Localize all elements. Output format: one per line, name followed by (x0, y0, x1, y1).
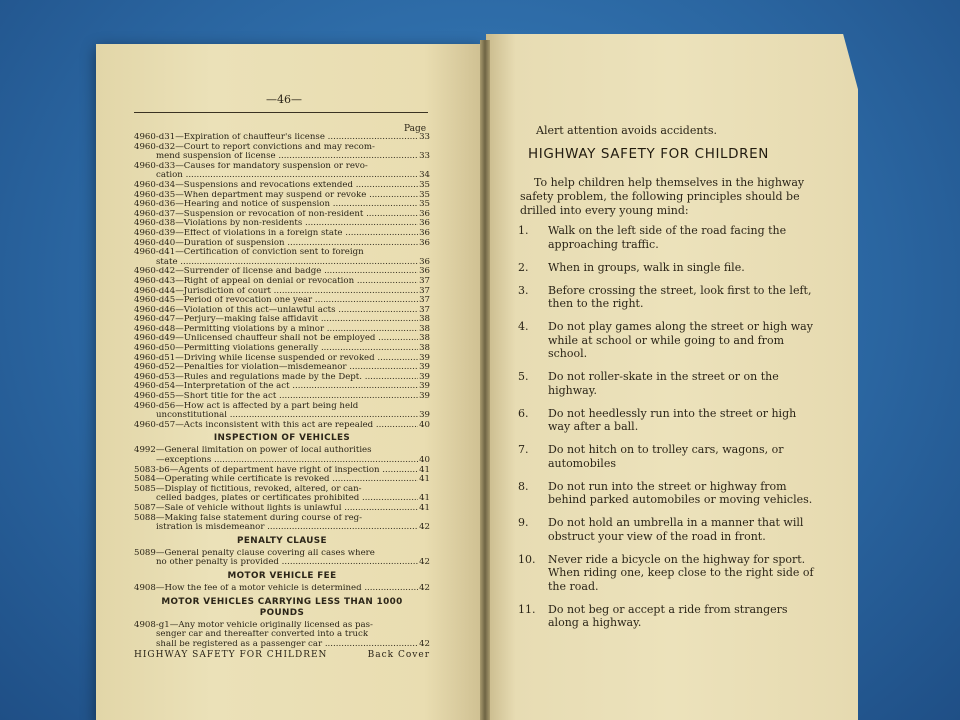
toc-entry (134, 200, 430, 210)
toc-entry-title: senger car and thereafter converted into a truck (156, 630, 369, 640)
toc-entry-title: 4960-d52—Penalties for violation—misdemeanor ..... (134, 363, 418, 373)
list-item-number: 9. (518, 516, 529, 529)
toc-entry-title: 4960-d48—Permitting violations by a minor ..... (134, 325, 418, 335)
toc-entry-page: 39 (419, 363, 430, 373)
toc-entry-title: 4960-d38—Violations by non-residents ..... (134, 219, 418, 229)
toc-back-cover-row (134, 650, 430, 660)
toc-entry-title: 4960-d35—When department may suspend or revoke ..... (134, 191, 418, 201)
toc-entry-page: 40 (419, 456, 430, 465)
toc-entry-title: 4960-d45—Period of revocation one year ..... (134, 296, 418, 306)
toc-entry-page: 36 (419, 228, 430, 238)
toc-entry (134, 334, 430, 344)
toc-entry (134, 466, 430, 476)
toc-entry-page: 42 (419, 558, 430, 568)
list-item (518, 553, 818, 594)
toc-entry (134, 475, 430, 485)
list-item-text: Do not beg or accept a ride from strangers along a highway. (548, 602, 788, 629)
toc-entry (134, 258, 430, 268)
toc-entry-page: 42 (419, 523, 430, 533)
toc-entry-page: 39 (419, 392, 430, 402)
toc-entry (134, 162, 430, 172)
list-item-number: 8. (518, 479, 529, 493)
toc-entry-title: 4960-d56—How act is affected by a part being held (134, 401, 359, 411)
toc-entry (134, 363, 430, 373)
toc-entry (134, 229, 430, 239)
toc-entry-page: 37 (419, 296, 430, 306)
toc-entry-page: 35 (419, 190, 430, 200)
toc-entry (134, 267, 430, 277)
toc-entry (134, 421, 430, 431)
toc-entry-page: 39 (419, 382, 430, 392)
header-rule (134, 112, 428, 113)
toc-entry (134, 446, 430, 456)
toc-entry-page: 41 (419, 475, 430, 485)
toc-entry-title: 4908-g1—Any motor vehicle originally licensed as pas- (134, 620, 373, 630)
toc-entry (134, 143, 430, 153)
toc-entry-page: 37 (419, 276, 430, 286)
toc-entry (134, 296, 430, 306)
toc-entry-title: 4960-d31—Expiration of chauffeur's license ..... (134, 133, 418, 143)
toc-entry-page: 35 (419, 180, 430, 190)
toc-entry (134, 549, 430, 559)
toc-entry-page: 37 (419, 286, 430, 296)
toc-entry-title: unconstitutional ..... (156, 411, 418, 421)
toc-entry-page: 41 (419, 503, 430, 513)
toc-entry-page: 38 (419, 334, 430, 344)
toc-entry (134, 402, 430, 412)
toc-entry-page: 39 (419, 411, 430, 421)
back-cover-page: Back Cover (367, 650, 430, 661)
toc-entry (134, 171, 430, 181)
toc-entry (134, 621, 430, 631)
toc-entry (134, 494, 430, 504)
toc-entry-title: 4960-d53—Rules and regulations made by the Dept. ..... (134, 373, 418, 383)
toc-entry (134, 181, 430, 191)
toc-entry (134, 523, 430, 533)
toc-group-a (134, 133, 430, 430)
toc-entry-title: 4960-d43—Right of appeal on denial or revocation ..... (134, 277, 418, 287)
list-item-number: 3. (518, 283, 529, 297)
toc-entry-title: 4960-d34—Suspensions and revocations extended ..... (134, 181, 418, 191)
toc-entry (134, 630, 430, 640)
toc-entry (134, 504, 430, 514)
toc-entry-title: 4960-d54—Interpretation of the act ..... (134, 382, 418, 392)
list-item-number: 11. (518, 602, 536, 616)
page-number: —46— (266, 93, 302, 106)
list-item (518, 224, 818, 251)
list-item-number: 1. (518, 224, 529, 237)
toc-entry-page: 36 (419, 257, 430, 267)
table-of-contents (134, 133, 430, 660)
toc-entry-title: state ..... (156, 258, 418, 268)
toc-entry-title: celled badges, plates or certificates prohibited ..... (156, 494, 418, 504)
toc-entry (134, 210, 430, 220)
section-heading-carrying-2: POUNDS (259, 607, 305, 618)
toc-entry (134, 354, 430, 364)
toc-entry (134, 239, 430, 249)
toc-entry-title: 5088—Making false statement during course of reg- (134, 513, 363, 523)
toc-entry-page: 42 (419, 639, 430, 649)
list-item-number: 6. (518, 406, 529, 420)
toc-entry-title: 5083-b6—Agents of department have right of inspection ..... (134, 466, 418, 476)
toc-entry (134, 514, 430, 524)
toc-entry-title: 4960-d36—Hearing and notice of suspension ..... (134, 200, 418, 210)
list-item (518, 516, 818, 543)
toc-entry (134, 344, 430, 354)
toc-entry-title: 4960-d51—Driving while license suspended or revoked ..... (134, 354, 418, 364)
toc-entry-title: no other penalty is provided ..... (156, 558, 418, 568)
toc-entry (134, 306, 430, 316)
list-item-text: When in groups, walk in single file. (548, 260, 745, 274)
intro-line: Alert attention avoids accidents. (536, 124, 717, 137)
toc-entry-title: —exceptions ..... (156, 456, 418, 466)
toc-entry-title: 4960-d37—Suspension or revocation of non-resident ..... (134, 210, 418, 220)
list-item (518, 407, 818, 434)
toc-entry-page: 34 (419, 171, 430, 181)
toc-entry-title: 4960-d39—Effect of violations in a foreign state ..... (134, 229, 418, 239)
toc-entry-title: 4960-d44—Jurisdiction of court ..... (134, 287, 418, 297)
list-item-text: Do not run into the street or highway from behind parked automobiles or moving vehicles. (548, 479, 813, 506)
toc-entry-title: 4960-d46—Violation of this act—unlawful acts ..... (134, 306, 418, 316)
toc-entry-page: 38 (419, 344, 430, 354)
list-item (518, 370, 818, 397)
toc-entry-title: 4992—General limitation on power of local authorities (134, 446, 372, 456)
toc-entry (134, 152, 430, 162)
toc-entry-title: cation ..... (156, 171, 418, 181)
list-item-text: Do not roller-skate in the street or on the highway. (548, 370, 779, 397)
toc-entry (134, 382, 430, 392)
toc-entry-title: istration is misdemeanor ..... (156, 523, 418, 533)
toc-entry (134, 315, 430, 325)
toc-entry-title: 5089—General penalty clause covering all cases where (134, 548, 375, 558)
intro-paragraph: To help children help themselves in the highway safety problem, the following principles should be drilled into every young mind: (520, 176, 805, 217)
section-heading-inspection: INSPECTION OF VEHICLES (213, 433, 351, 444)
toc-entry-page: 35 (419, 200, 430, 210)
toc-entry-page: 41 (419, 465, 430, 475)
toc-entry-page: 40 (419, 420, 430, 430)
toc-entry (134, 640, 430, 650)
list-item-number: 2. (518, 260, 529, 274)
list-item-text: Do not play games along the street or high way while at school or while going to and from school. (548, 320, 813, 360)
toc-entry-page: 36 (419, 209, 430, 219)
list-item-text: Walk on the left side of the road facing the approaching traffic. (548, 224, 787, 251)
toc-entry-page: 38 (419, 324, 430, 334)
toc-entry-title: 4960-d33—Causes for mandatory suspension or revo- (134, 161, 368, 171)
toc-entry-title: mend suspension of license ..... (156, 152, 418, 162)
list-item-text: Never ride a bicycle on the highway for sport. When riding one, keep close to the right side of the road. (548, 552, 814, 593)
toc-entry-title: 4960-d32—Court to report convictions and may recom- (134, 142, 375, 152)
section-heading-penalty: PENALTY CLAUSE (237, 535, 327, 546)
toc-entry-title: shall be registered as a passenger car ..... (156, 640, 418, 650)
toc-group-b (134, 446, 430, 532)
toc-entry-page: 36 (419, 267, 430, 277)
toc-entry-page: 39 (419, 353, 430, 363)
toc-entry (134, 392, 430, 402)
toc-entry-page: 36 (419, 238, 430, 248)
list-item-number: 10. (518, 552, 536, 566)
toc-entry (134, 133, 430, 143)
toc-entry (134, 248, 430, 258)
list-item (518, 261, 818, 275)
toc-entry (134, 191, 430, 201)
toc-entry (134, 219, 430, 229)
list-item-number: 7. (518, 443, 529, 456)
list-item (518, 480, 818, 507)
toc-entry-title: 4960-d57—Acts inconsistent with this act are repealed ..... (134, 421, 418, 431)
toc-group-e (134, 621, 430, 650)
list-item-number: 4. (518, 320, 529, 333)
toc-entry (134, 456, 430, 466)
toc-entry-page: 42 (419, 583, 430, 593)
toc-entry-title: 4960-d41—Certification of conviction sent to foreign (134, 248, 364, 258)
toc-entry-page: 39 (419, 372, 430, 382)
safety-rules-list (518, 224, 818, 639)
toc-entry (134, 584, 430, 594)
list-item (518, 603, 818, 630)
page-title: HIGHWAY SAFETY FOR CHILDREN (528, 146, 769, 162)
toc-entry (134, 277, 430, 287)
toc-entry (134, 287, 430, 297)
toc-entry-title: 4960-d40—Duration of suspension ..... (134, 239, 418, 249)
toc-entry-title: 4960-d55—Short title for the act ..... (134, 392, 418, 402)
list-item (518, 284, 818, 311)
page-column-header: Page (404, 124, 427, 134)
toc-group-c (134, 549, 430, 568)
list-item-text: Do not hold an umbrella in a manner that will obstruct your view of the road in front. (548, 516, 804, 543)
toc-entry-title: 5085—Display of fictitious, revoked, altered, or can- (134, 484, 362, 494)
list-item (518, 443, 818, 470)
toc-entry-title: 5087—Sale of vehicle without lights is unlawful ..... (134, 504, 418, 514)
toc-entry-title: 4960-d42—Surrender of license and badge ..... (134, 267, 418, 277)
list-item-text: Do not heedlessly run into the street or high way after a ball. (548, 406, 797, 433)
book-gutter (480, 40, 490, 720)
list-item-text: Before crossing the street, look first to the left, then to the right. (548, 283, 812, 310)
toc-entry (134, 373, 430, 383)
list-item (518, 320, 818, 361)
list-item-number: 5. (518, 370, 529, 383)
toc-entry-page: 33 (419, 152, 430, 162)
toc-entry (134, 411, 430, 421)
toc-entry-page: 33 (419, 133, 430, 142)
list-item-text: Do not hitch on to trolley cars, wagons, or automobiles (548, 443, 784, 470)
toc-entry-title: 4908—How the fee of a motor vehicle is determined ..... (134, 584, 418, 594)
toc-entry (134, 325, 430, 335)
toc-entry-page: 38 (419, 315, 430, 325)
toc-entry-title: 4960-d49—Unlicensed chauffeur shall not be employed ..... (134, 334, 418, 344)
toc-entry-title: 4960-d47—Perjury—making false affidavit ..... (134, 315, 418, 325)
toc-entry (134, 558, 430, 568)
toc-entry-title: 5084—Operating while certificate is revoked ..... (134, 475, 418, 485)
section-heading-fee: MOTOR VEHICLE FEE (227, 570, 337, 581)
toc-entry-title: 4960-d50—Permitting violations generally ..... (134, 344, 418, 354)
toc-entry (134, 485, 430, 495)
toc-group-d (134, 584, 430, 594)
toc-entry-page: 36 (419, 219, 430, 229)
toc-entry-page: 37 (419, 305, 430, 315)
section-heading-carrying: MOTOR VEHICLES CARRYING LESS THAN 1000 (161, 596, 403, 607)
toc-entry-page: 41 (419, 494, 430, 504)
back-cover-label: HIGHWAY SAFETY FOR CHILDREN (134, 650, 328, 661)
